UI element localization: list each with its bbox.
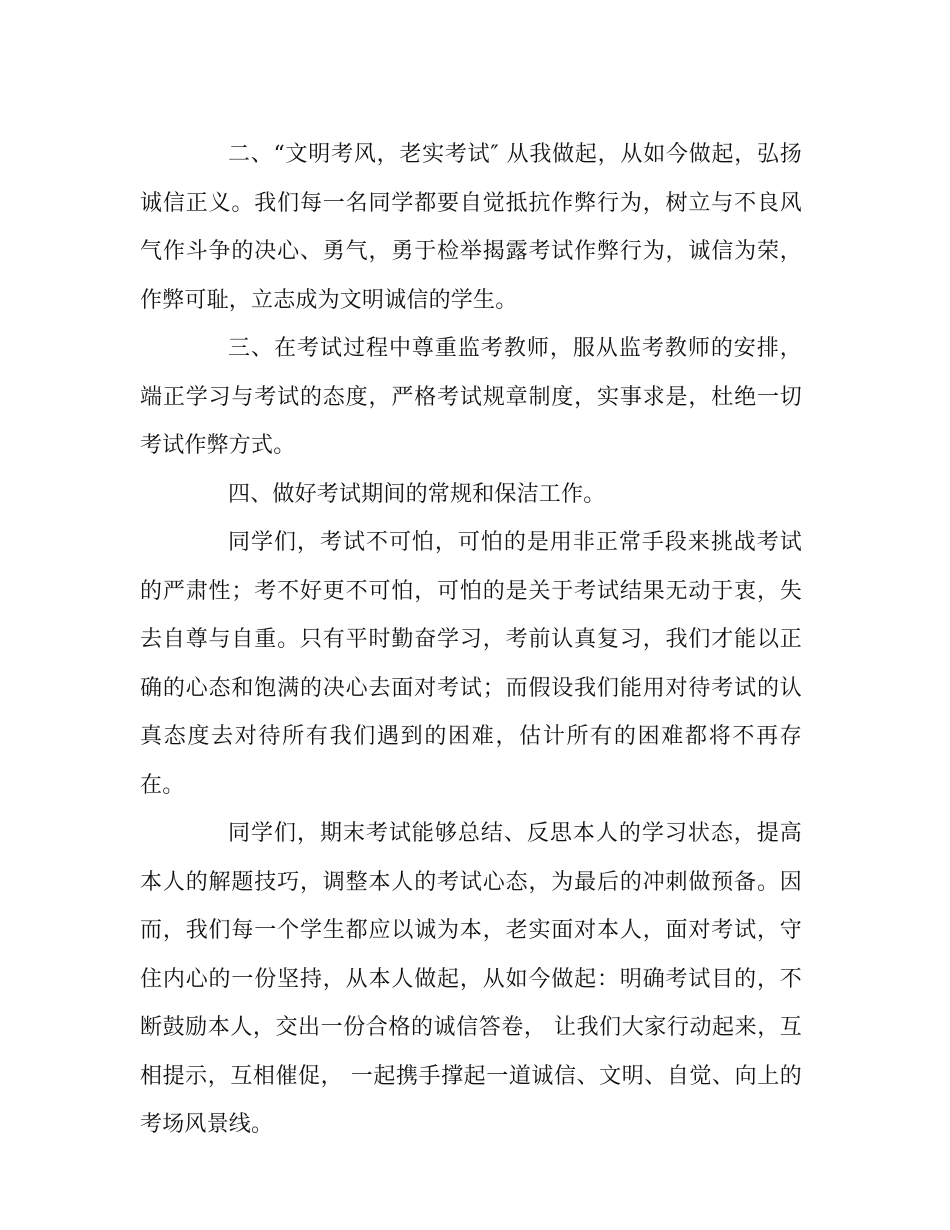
paragraph-3: 三、在考试过程中尊重监考教师，服从监考教师的安排，端正学习与考试的态度，严格考试规章制度，实事求是，杜绝一切考试作弊方式。 [140, 336, 802, 458]
paragraph-6: 同学们，期末考试能够总结、反思本人的学习状态，提高本人的解题技巧，调整本人的考试心态，为最后的冲刺做预备。因而，我们每一个学生都应以诚为本，老实面对本人，面对考试，守住内心的一份坚持，从本人做起，从如今做起：明确考试目的，不断鼓励本人，交出一份合格的诚信答卷， 让我们大家行动起来，互相提示，互相催促， 一起携手撑起一道诚信、文明、自觉、向上的考场风景线。 [140, 821, 802, 1137]
paragraph-5: 同学们，考试不可怕，可怕的是用非正常手段来挑战考试的严肃性；考不好更不可怕，可怕的是关于考试结果无动于衷，失去自尊与自重。只有平时勤奋学习，考前认真复习，我们才能以正确的心态和饱满的决心去面对考试；而假设我们能用对待考试的认真态度去对待所有我们遇到的困难，估计所有的困难都将不再存在。 [140, 530, 802, 798]
document-body [140, 131, 802, 1150]
paragraph-2: 二、“文明考风，老实考试″ 从我做起，从如今做起，弘扬诚信正义。我们每一名同学都要自觉抵抗作弊行为，树立与不良风气作斗争的决心、勇气，勇于检举揭露考试作弊行为，诚信为荣，作弊可耻，立志成为文明诚信的学生。 [140, 142, 802, 313]
paragraph-4: 四、做好考试期间的常规和保洁工作。 [228, 481, 606, 507]
